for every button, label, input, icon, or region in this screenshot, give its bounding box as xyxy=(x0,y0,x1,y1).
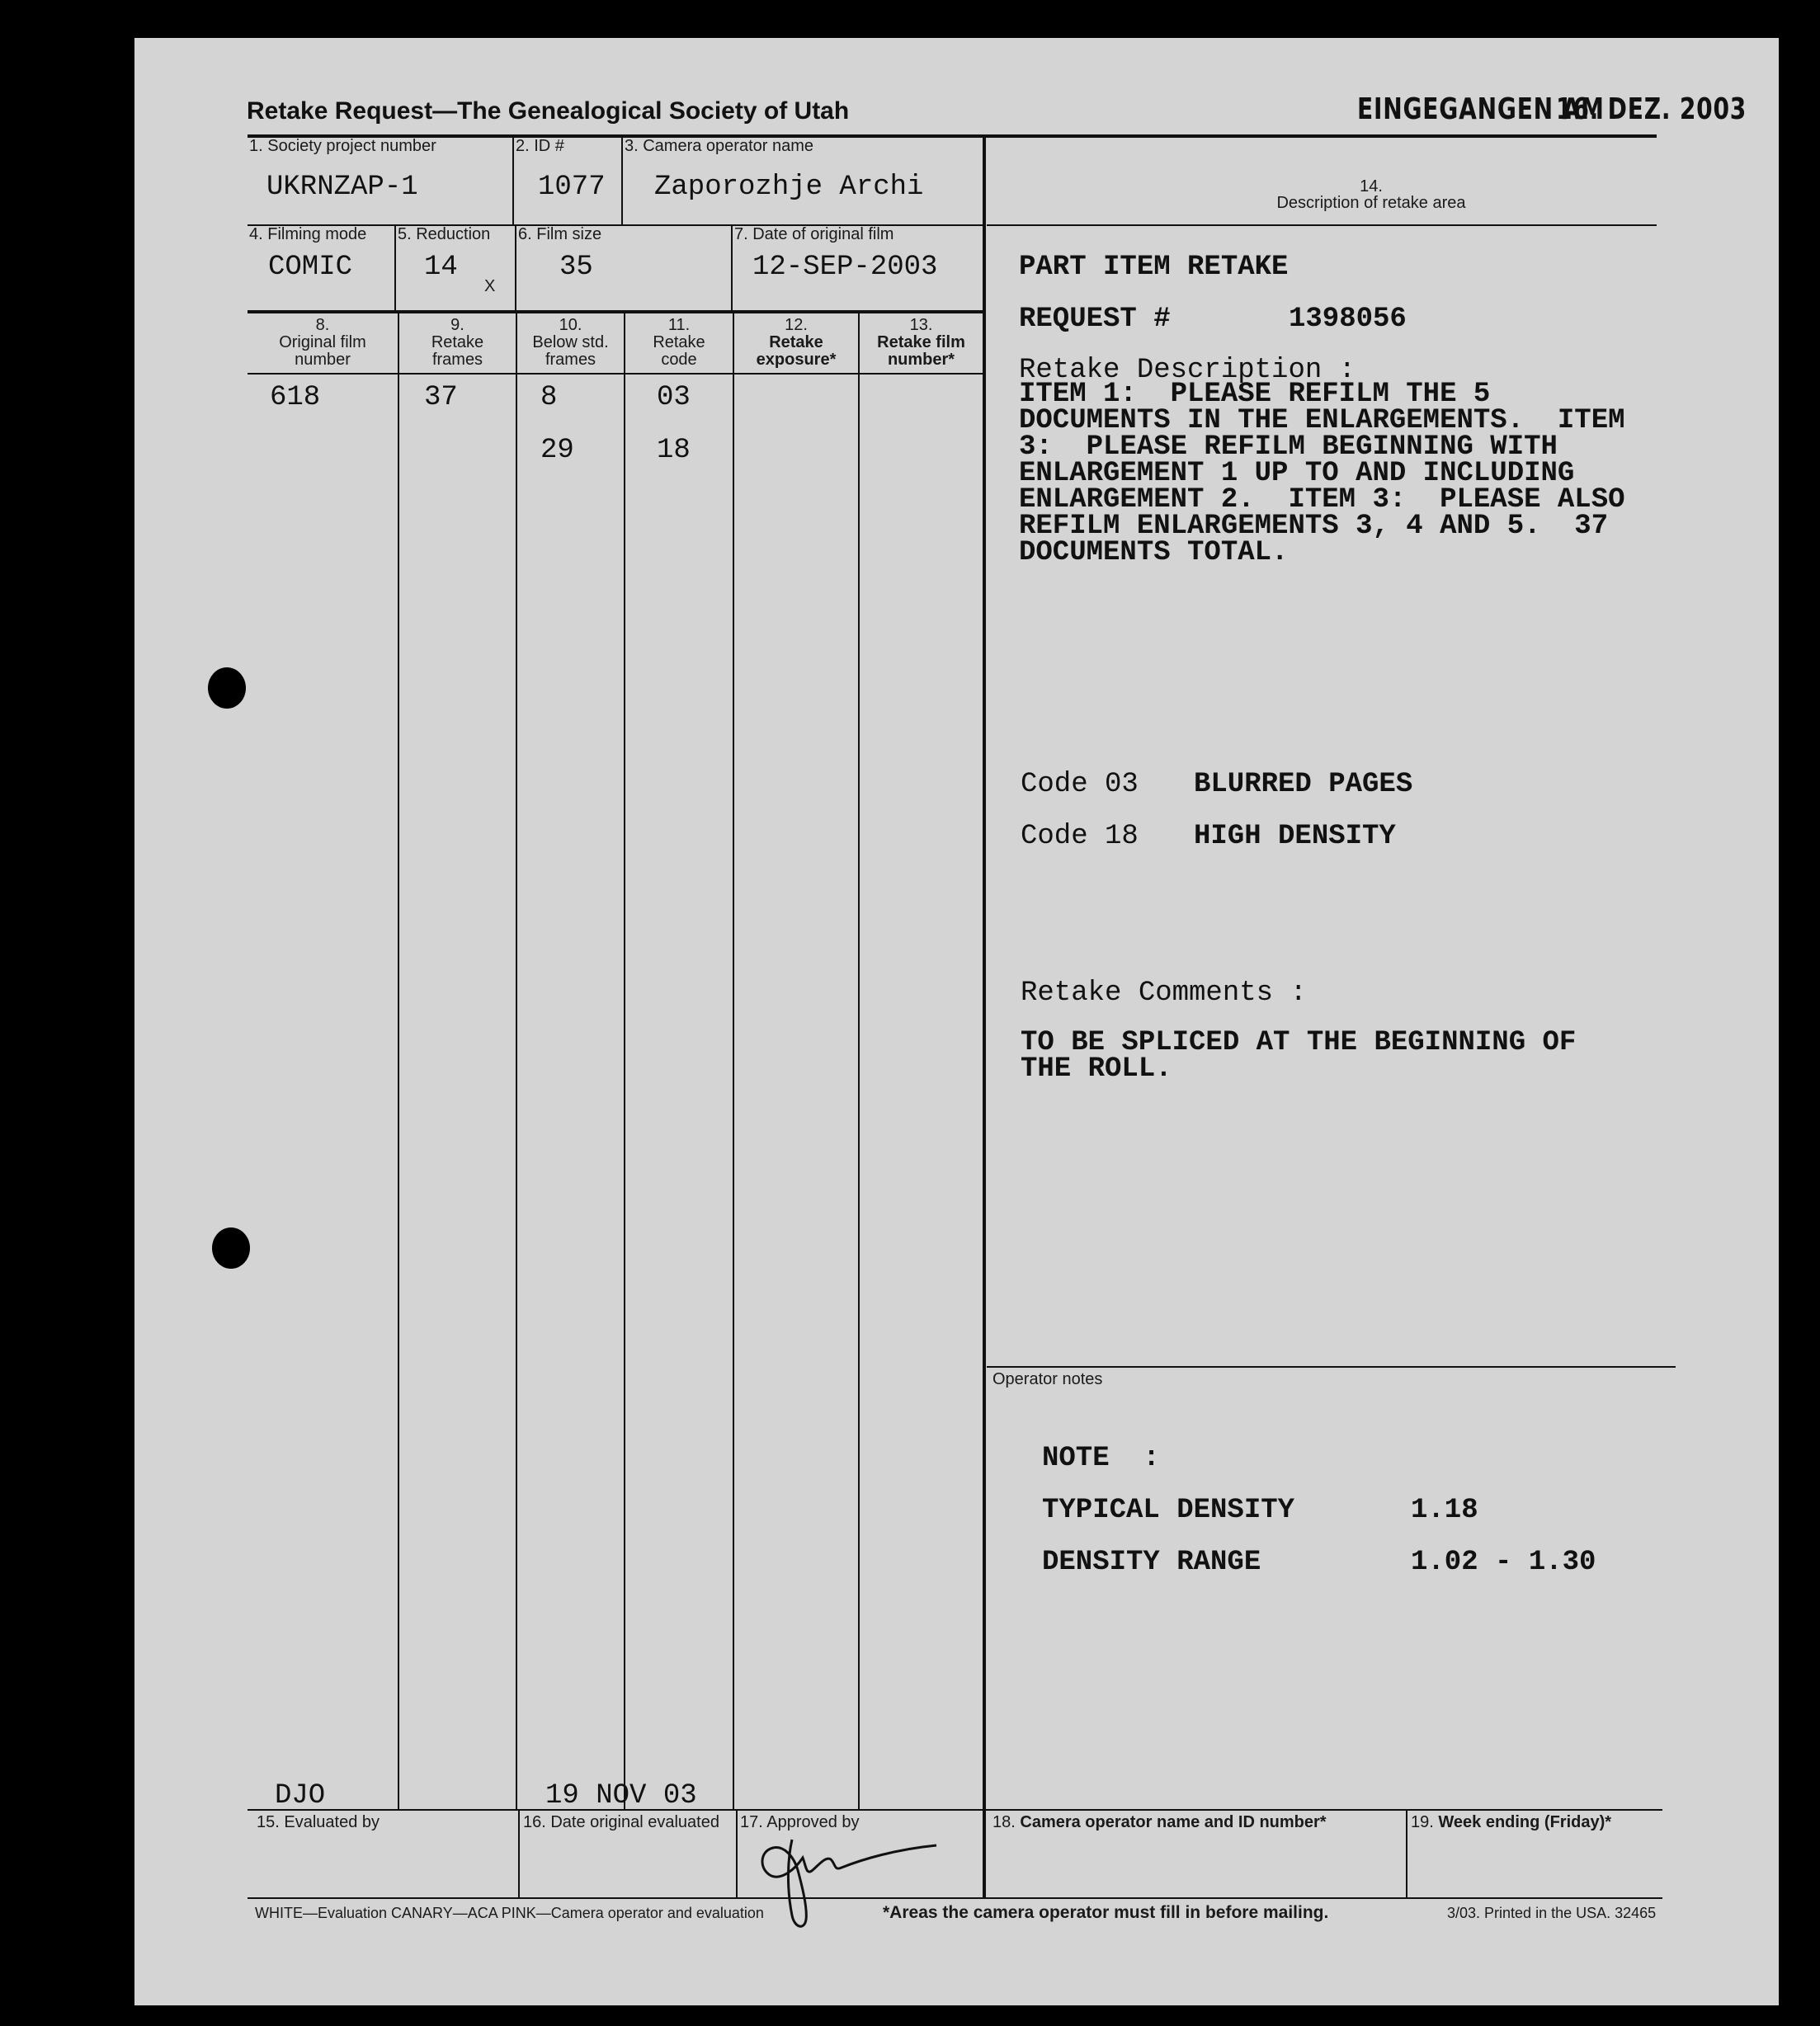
field-3-label: 3. Camera operator name xyxy=(625,137,814,155)
received-stamp-date: 16. DEZ. 2003 xyxy=(1556,92,1747,126)
field-5-label: 5. Reduction xyxy=(398,225,491,243)
code-18: Code 18 xyxy=(1021,821,1139,852)
request-number: 1398056 xyxy=(1289,304,1407,335)
typical-density-value: 1.18 xyxy=(1411,1495,1478,1526)
footer-printed: 3/03. Printed in the USA. 32465 xyxy=(1447,1905,1657,1921)
request-label: REQUEST # xyxy=(1019,304,1171,335)
field-2-value: 1077 xyxy=(538,172,606,203)
punch-hole-bottom xyxy=(212,1227,250,1269)
div-2-3 xyxy=(621,134,623,224)
typical-density-label: TYPICAL DENSITY xyxy=(1042,1495,1295,1526)
header-rule xyxy=(248,134,1657,138)
field-7-value: 12-SEP-2003 xyxy=(752,252,938,283)
field-15-label: 15. Evaluated by xyxy=(257,1813,380,1831)
punch-hole-top xyxy=(208,667,246,709)
retake-description-text: ITEM 1: PLEASE REFILM THE 5 DOCUMENTS IN THE ENLARGEMENTS. ITEM 3: PLEASE REFILM BEGINNING WITH ENLARGEMENT 1 UP TO AND INCLUDING ENLARGEMENT 2. ITEM 3: PLEASE ALSO REFILM ENLARGEMENTS 3, 4 AND 5. 37 DOCUMENTS TOTAL. xyxy=(1019,379,1625,568)
operator-notes-label: Operator notes xyxy=(993,1370,1103,1388)
col-div-11-12 xyxy=(733,313,734,1809)
evaluated-by-value: DJO xyxy=(275,1780,326,1812)
date-evaluated-value: 19 NOV 03 xyxy=(545,1780,697,1812)
field-3-value: Zaporozhje Archi xyxy=(654,172,924,203)
row1-retake-code: 03 xyxy=(657,382,691,413)
col-div-9-10 xyxy=(516,313,517,1809)
desc-label-rule xyxy=(987,224,1657,226)
footer-note: *Areas the camera operator must fill in before mailing. xyxy=(883,1903,1329,1922)
density-range-value: 1.02 - 1.30 xyxy=(1411,1547,1596,1578)
received-stamp-text: EINGEGANGEN AM xyxy=(1357,92,1605,126)
col-header-8: 8. Original film number xyxy=(279,316,366,369)
density-range-label: DENSITY RANGE xyxy=(1042,1547,1261,1578)
row1-original-film: 618 xyxy=(270,382,321,413)
field-5-suffix: X xyxy=(484,277,496,295)
desc-heading: PART ITEM RETAKE xyxy=(1019,252,1289,283)
col-div-10-11 xyxy=(624,313,625,1809)
operator-notes-rule xyxy=(987,1366,1676,1368)
field-1-value: UKRNZAP-1 xyxy=(266,172,418,203)
retake-description-label: Retake Description : xyxy=(1019,355,1356,386)
code-03: Code 03 xyxy=(1021,769,1139,800)
retake-comments-label: Retake Comments : xyxy=(1021,978,1307,1009)
field-4-value: COMIC xyxy=(268,252,353,283)
row2-below-std: 29 xyxy=(540,435,574,466)
field-17-label: 17. Approved by xyxy=(740,1813,860,1831)
field-14-label: Description of retake area xyxy=(1276,194,1466,212)
div-1-2 xyxy=(512,134,514,224)
bottom-div-18-19 xyxy=(1406,1809,1407,1897)
footer-rule xyxy=(248,1897,1662,1899)
form-title: Retake Request—The Genealogical Society of Utah xyxy=(247,97,850,125)
field-6-label: 6. Film size xyxy=(518,225,602,243)
code-18-meaning: HIGH DENSITY xyxy=(1194,821,1396,852)
col-header-13: 13. Retake film number* xyxy=(877,316,965,369)
col-header-10: 10. Below std. frames xyxy=(532,316,609,369)
bottom-div-16-17 xyxy=(736,1809,738,1897)
note-label: NOTE : xyxy=(1042,1443,1160,1474)
row2-rule xyxy=(248,310,985,313)
footer-copies: WHITE—Evaluation CANARY—ACA PINK—Camera operator and evaluation xyxy=(255,1905,764,1921)
col-div-8-9 xyxy=(398,313,399,1809)
col-header-9: 9. Retake frames xyxy=(431,316,484,369)
bottom-div-15-16 xyxy=(518,1809,520,1897)
row2-retake-code: 18 xyxy=(657,435,691,466)
col-header-12: 12. Retake exposure* xyxy=(756,316,837,369)
div-4-5 xyxy=(394,224,396,310)
row1-below-std: 8 xyxy=(540,382,558,413)
field-1-label: 1. Society project number xyxy=(249,137,436,155)
retake-comments-text: TO BE SPLICED AT THE BEGINNING OF THE ROLL. xyxy=(1021,1027,1577,1085)
field-16-label: 16. Date original evaluated xyxy=(523,1813,719,1831)
field-5-value: 14 xyxy=(424,252,458,283)
field-18-label: 18. Camera operator name and ID number* xyxy=(993,1813,1327,1831)
field-7-label: 7. Date of original film xyxy=(734,225,894,243)
field-2-label: 2. ID # xyxy=(516,137,564,155)
col-div-12-13 xyxy=(858,313,860,1809)
bottom-rule xyxy=(248,1809,1662,1811)
field-4-label: 4. Filming mode xyxy=(249,225,367,243)
main-divider xyxy=(983,134,986,1897)
field-19-label: 19. Week ending (Friday)* xyxy=(1411,1813,1612,1831)
code-03-meaning: BLURRED PAGES xyxy=(1194,769,1413,800)
field-6-value: 35 xyxy=(559,252,593,283)
field-14-number: 14. xyxy=(1360,177,1383,196)
div-6-7 xyxy=(731,224,733,310)
div-5-6 xyxy=(515,224,516,310)
row1-retake-frames: 37 xyxy=(424,382,458,413)
col-header-rule xyxy=(248,373,985,375)
col-header-11: 11. Retake code xyxy=(653,316,705,369)
